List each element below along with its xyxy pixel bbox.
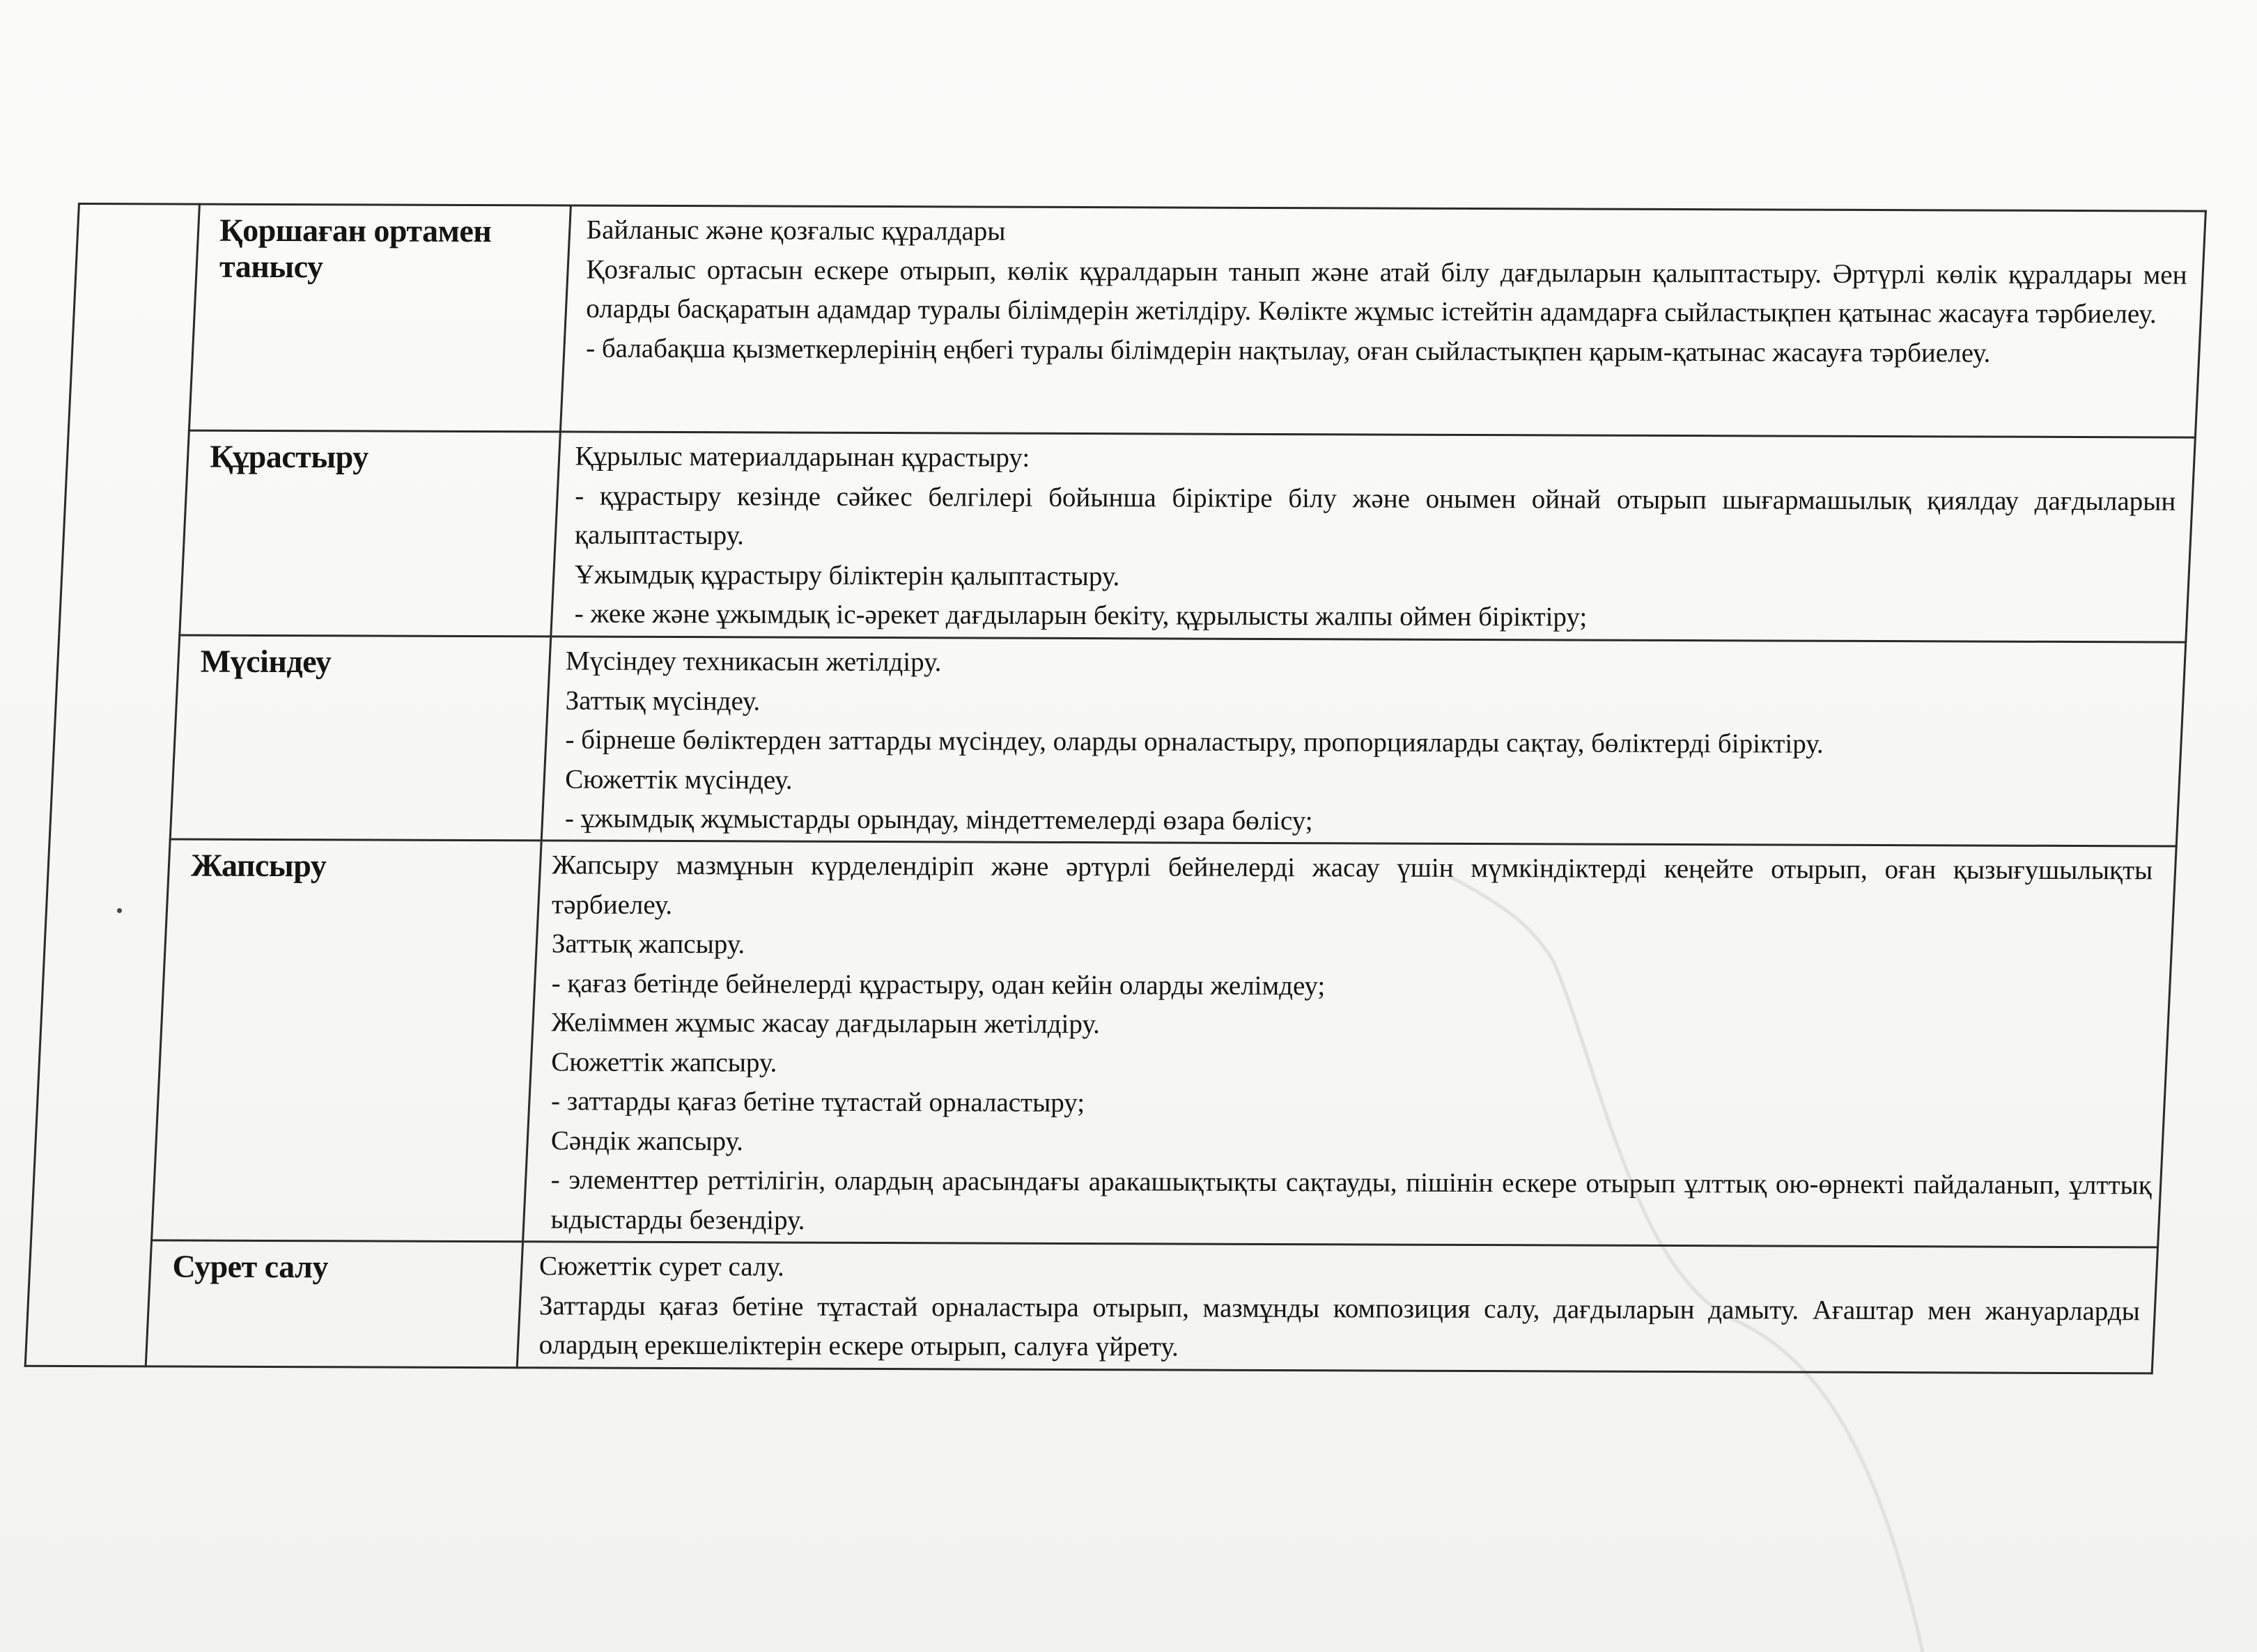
content-line: - ұжымдық жұмыстарды орындау, міндеттемелерді өзара бөлісу; — [565, 802, 1313, 836]
table-row — [25, 1240, 2157, 1373]
content-line: Құрылыс материалдарынан құрастыру: — [575, 441, 1030, 473]
section-cell — [146, 1240, 522, 1367]
table-row — [59, 430, 2196, 641]
section-title: Сурет салу — [172, 1248, 329, 1285]
section-title: Мүсіндеу — [200, 643, 332, 679]
content-cell — [523, 841, 2177, 1247]
content-line: Сюжеттік жапсыру. — [551, 1046, 777, 1078]
section-content — [532, 841, 2166, 1246]
section-content — [521, 1242, 2155, 1372]
content-cell — [560, 205, 2205, 437]
content-line: - бірнеше бөліктерден заттарды мүсіндеу, оларды орналастыру, пропорцияларды сақтау, бөліктерді біріктіру. — [565, 724, 1824, 759]
table-row — [31, 839, 2177, 1247]
table-row — [49, 634, 2186, 846]
table-row — [68, 204, 2205, 438]
content-line: Заттық жапсыру. — [551, 928, 745, 960]
content-line: Жапсыру мазмұнын күрделендіріп және әртүрлі бейнелерді жасау үшін мүмкіндіктерді кеңейте отырып, оған қызығушылықты тәрбиелеу. — [552, 850, 2153, 920]
curriculum-table — [24, 203, 2207, 1374]
content-cell — [517, 1242, 2157, 1373]
curriculum-table-wrapper — [24, 203, 2207, 1374]
content-line: Қозғалыс ортасын ескере отырып, көлік құралдарын танып және атай білу дағдыларын қалыптастыру. Әртүрлі көлік құралдары мен оларды басқаратын адамдар туралы білімдерін жетілдіру. Көлікте жұмыс істейтін адамдарға сыйластықпен қатынас жасауға тәрбиелеу. — [586, 254, 2187, 329]
section-content — [568, 206, 2201, 375]
content-line: Желіммен жұмыс жасау дағдыларын жетілдіру. — [551, 1007, 1100, 1040]
section-title: Қоршаған ортамен танысу — [219, 212, 492, 285]
content-line: - жеке және ұжымдық іс-әрекет дағдыларын бекіту, құрылысты жалпы оймен біріктіру; — [574, 598, 1588, 632]
content-line: - балабақша қызметкерлерінің еңбегі туралы білімдерін нақтылау, оған сыйластықпен қарым-қатынас жасауға тәрбиелеу. — [586, 333, 1991, 368]
content-line: Заттарды қағаз бетіне тұтастай орналастыра отырып, мазмұнды композиция салу, дағдыларын дамыту. Ағаштар мен жануарларды олардың ерекшеліктерін ескере отырып, салуға үйрету. — [538, 1290, 2140, 1362]
content-cell — [541, 636, 2186, 846]
section-cell — [152, 839, 542, 1242]
section-cell — [189, 204, 571, 432]
content-line: Байланыс және қозғалыс құралдары — [586, 215, 1006, 247]
section-title: Жапсыру — [191, 847, 327, 884]
content-line: Сюжеттік сурет салу. — [539, 1251, 784, 1282]
content-line: Заттық мүсіндеу. — [565, 685, 761, 716]
content-line: Ұжымдық құрастыру біліктерін қалыптастыру. — [574, 559, 1120, 591]
content-line: Мүсіндеу техникасын жетілдіру. — [565, 645, 942, 677]
content-line: Сюжеттік мүсіндеу. — [565, 763, 793, 795]
content-line: - құрастыру кезінде сәйкес белгілері бойынша біріктіре білу және онымен ойнай отырып шығармашылық қиялдау дағдыларын қалыптастыру. — [575, 480, 2176, 551]
content-line: - қағаз бетінде бейнелерді құрастыру, одан кейін оларды желімдеу; — [551, 967, 1326, 1001]
section-content — [547, 637, 2180, 846]
content-line: - заттарды қағаз бетіне тұтастай орналастыру; — [551, 1086, 1085, 1119]
content-line: Сәндік жапсыру. — [550, 1125, 744, 1156]
section-cell — [170, 635, 551, 841]
section-content — [557, 433, 2190, 641]
content-cell — [551, 432, 2196, 642]
section-cell — [180, 430, 561, 636]
content-line: - элементтер реттілігін, олардың арасындағы аракашықтықты сақтауды, пішінін ескере отырып ұлттық ою-өрнекті пайдаланып, ұлттық ыдыстарды безендіру. — [550, 1164, 2152, 1236]
section-title: Құрастыру — [210, 438, 369, 475]
